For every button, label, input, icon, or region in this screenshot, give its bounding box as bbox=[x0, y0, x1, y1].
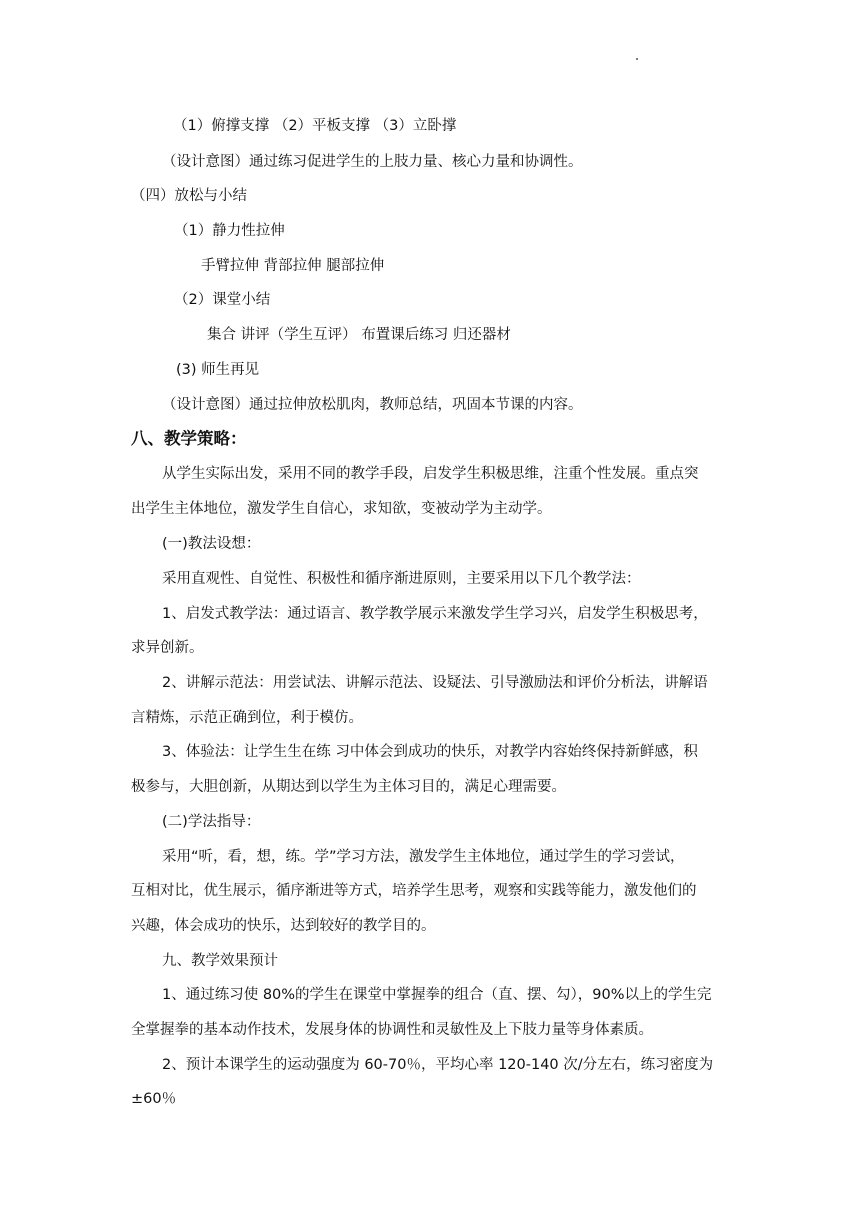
page-mark bbox=[636, 58, 638, 60]
heading-expected-effect: 九、教学效果预计 bbox=[162, 953, 278, 969]
strategy-para-line-2: 出学生主体地位，激发学生自信心，求知欲，变被动学为主动学。 bbox=[131, 501, 552, 517]
heading-teaching-strategy: 八、教学策略： bbox=[131, 429, 247, 448]
effect-1-line-2: 全掌握拳的基本动作技术，发展身体的协调性和灵敏性及上下肢力量等身体素质。 bbox=[131, 1022, 653, 1038]
learning-para-line-2: 互相对比，优生展示，循序渐进等方式，培养学生思考，观察和实践等能力，激发他们的 bbox=[131, 883, 697, 899]
design-intent-2: （设计意图）通过拉伸放松肌肉，教师总结，巩固本节课的内容。 bbox=[162, 397, 583, 413]
method-3-line-2: 极参与，大胆创新，从期达到以学生为主体习目的，满足心理需要。 bbox=[131, 779, 566, 795]
effect-1-line-1: 1、通过练习使 80%的学生在课堂中掌握拳的组合（直、摆、勾），90%以上的学生完 bbox=[162, 987, 712, 1003]
exercise-options: （1）俯撑支撑 （2）平板支撑 （3）立卧撑 bbox=[173, 118, 457, 134]
teaching-method-intro: 采用直观性、自觉性、积极性和循序渐进原则，主要采用以下几个教学法： bbox=[162, 571, 641, 587]
effect-2-line-1: 2、预计本课学生的运动强度为 60-70％，平均心率 120-140 次/分左右，练习密度为 bbox=[162, 1057, 714, 1073]
goodbye: (3) 师生再见 bbox=[176, 362, 260, 378]
learning-method-heading: (二)学法指导： bbox=[162, 814, 261, 830]
stretch-items: 手臂拉伸 背部拉伸 腿部拉伸 bbox=[201, 258, 385, 274]
method-3-line-1: 3、体验法：让学生生在练 习中体会到成功的快乐，对教学内容始终保持新鲜感，积 bbox=[162, 744, 698, 760]
teaching-method-heading: (一)教法设想： bbox=[162, 536, 261, 552]
effect-2-line-2: ±60％ bbox=[131, 1091, 177, 1107]
design-intent-1: （设计意图）通过练习促进学生的上肢力量、核心力量和协调性。 bbox=[162, 154, 583, 170]
method-2-line-2: 言精炼，示范正确到位，利于模仿。 bbox=[131, 710, 363, 726]
strategy-para-line-1: 从学生实际出发，采用不同的教学手段，启发学生积极思维，注重个性发展。重点突 bbox=[162, 466, 699, 482]
static-stretch: （1）静力性拉伸 bbox=[174, 223, 285, 239]
class-summary: （2）课堂小结 bbox=[174, 292, 271, 308]
learning-para-line-1: 采用“听，看，想，练。学”学习方法，激发学生主体地位，通过学生的学习尝试， bbox=[162, 849, 685, 865]
method-1-line-2: 求异创新。 bbox=[131, 640, 204, 656]
summary-items: 集合 讲评（学生互评） 布置课后练习 归还器材 bbox=[207, 327, 511, 343]
method-1-line-1: 1、启发式教学法：通过语言、教学教学展示来激发学生学习兴，启发学生积极思考， bbox=[162, 606, 708, 622]
section-relax-summary: （四）放松与小结 bbox=[131, 188, 247, 204]
learning-para-line-3: 兴趣，体会成功的快乐，达到较好的教学目的。 bbox=[131, 918, 436, 934]
method-2-line-1: 2、讲解示范法：用尝试法、讲解示范法、设疑法、引导激励法和评价分析法，讲解语 bbox=[162, 675, 708, 691]
